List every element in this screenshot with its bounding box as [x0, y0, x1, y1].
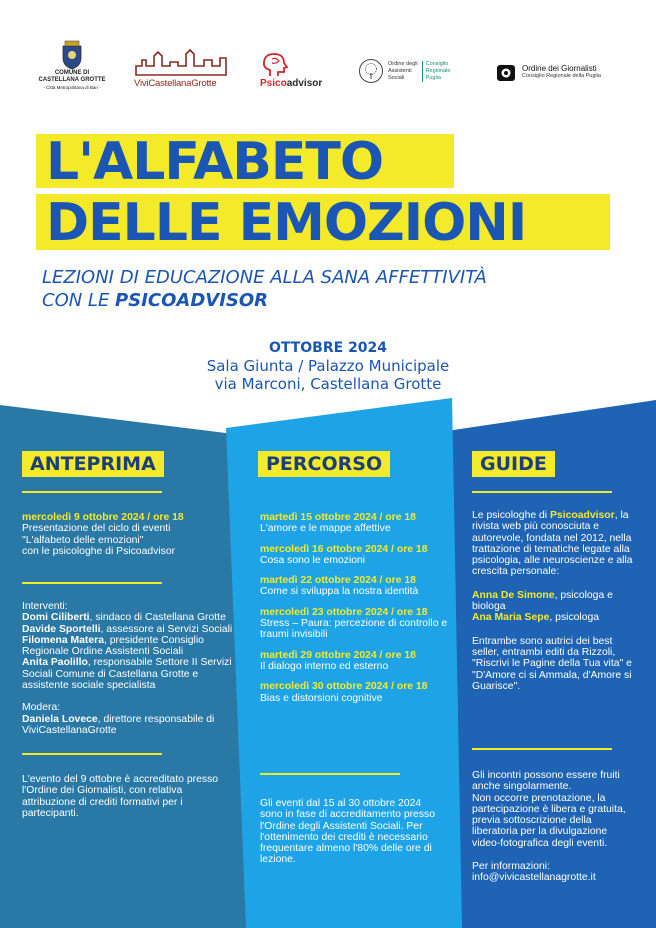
- percorso-topic: Come si sviluppa la nostra identità: [260, 586, 419, 598]
- oas-line2: Assistenti: [388, 67, 412, 74]
- anteprima-column: [22, 452, 230, 476]
- percorso-item: [260, 650, 450, 673]
- anteprima-note: L'evento del 9 ottobre è accreditato presso l'Ordine dei Giornalisti, con relativa attribuzione di crediti formativi per i partecipanti.: [22, 774, 219, 819]
- guide1-role: , psicologa e biologa: [472, 589, 613, 613]
- psico-suffix: advisor: [286, 78, 323, 89]
- speaker-name: Filomena Matera: [22, 634, 104, 646]
- percorso-topic: L'amore e le mappe affettive: [260, 523, 391, 535]
- moderator-role: , direttore responsabile di ViviCastellanaGrotte: [22, 713, 215, 736]
- percorso-rule: [260, 773, 400, 775]
- interventi-block: [22, 601, 234, 736]
- guide-header: GUIDE: [472, 451, 555, 477]
- anteprima-desc1: Presentazione del ciclo di eventi: [22, 523, 171, 535]
- title-line1: L'ALFABETO: [46, 132, 384, 192]
- speaker-role: , sindaco di Castellana Grotte: [89, 612, 226, 624]
- guide-column: [472, 452, 642, 476]
- guide-intro-a: Le psicologhe di: [472, 510, 550, 521]
- oas-line6: Puglia: [425, 74, 441, 81]
- guide1: [472, 590, 638, 613]
- guide2-role: , psicologa: [549, 612, 600, 624]
- speaker-role: , assessore ai Servizi Sociali: [100, 623, 233, 635]
- moderator-label: Modera:: [22, 702, 61, 714]
- comune-line1: COMUNE DI: [54, 70, 90, 76]
- percorso-item: [260, 544, 450, 567]
- percorso-topic: Stress – Paura: percezione di controllo e traumi invisibili: [260, 618, 448, 641]
- interventi-label: Interventi:: [22, 601, 68, 612]
- percorso-item: [260, 512, 450, 535]
- guide-rule-2: [472, 748, 612, 750]
- vivi-label: ViviCastellanaGrotte: [134, 78, 217, 89]
- percorso-date: mercoledì 16 ottobre 2024 / ore 18: [260, 543, 428, 555]
- percorso-column: [258, 452, 448, 476]
- percorso-date: martedì 15 ottobre 2024 / ore 18: [260, 512, 416, 523]
- comune-line2: CASTELLANA GROTTE: [38, 76, 106, 83]
- psico-prefix: Psico: [260, 78, 287, 89]
- moderator-name: Daniela Lovece: [22, 713, 98, 725]
- anteprima-rule-2: [22, 582, 162, 584]
- anteprima-date: mercoledì 9 ottobre 2024 / ore 18: [22, 512, 184, 523]
- percorso-note: Gli eventi dal 15 al 30 ottobre 2024 sono in fase di accreditamento presso l'Ordine degli Assistenti Sociali. Per l'ottenimento dei crediti è necessario frequentare almeno l'80% delle ore di lezione.: [260, 798, 436, 866]
- percorso-topic: Bias e distorsioni cognitive: [260, 692, 383, 704]
- oas-line5: Regionale: [425, 67, 451, 74]
- guide2: [472, 612, 638, 623]
- speaker-name: Davide Sportelli: [22, 623, 101, 635]
- guide-info1: Gli incontri possono essere fruiti anche singolarmente.: [472, 770, 620, 793]
- guide-info: [472, 770, 634, 884]
- guide-body: [472, 510, 638, 692]
- guide-intro: [472, 510, 638, 578]
- percorso-item: [260, 681, 450, 704]
- moderator-line: [22, 714, 234, 737]
- guide-info2: Non occorre prenotazione, la partecipazione è libera e gratuita, previa sottoscrizione della liberatoria per la divulgazione video-fotografica degli eventi.: [472, 792, 626, 849]
- percorso-date: martedì 29 ottobre 2024 / ore 18: [260, 649, 416, 661]
- anteprima-body: [22, 512, 232, 557]
- anteprima-desc2: "L'alfabeto delle emozioni": [22, 534, 144, 546]
- guide-rule-1: [472, 491, 612, 493]
- percorso-item: [260, 575, 450, 598]
- event-place2: via Marconi, Castellana Grotte: [214, 375, 442, 393]
- contact-email[interactable]: info@vivicastellanagrotte.it: [472, 872, 596, 884]
- speaker-name: Anita Paolillo: [22, 657, 88, 669]
- percorso-date: martedì 22 ottobre 2024 / ore 18: [260, 575, 416, 587]
- speaker-role: , responsabile Settore II Servizi Sociali Comune di Castellana Grotte e assistente sociale specialista: [22, 657, 232, 692]
- oas-line4: Consiglio: [425, 60, 449, 67]
- percorso-topic: Il dialogo interno ed esterno: [260, 660, 389, 672]
- comune-line3: - Città Metropolitana di Bari -: [43, 85, 101, 90]
- title-line2: DELLE EMOZIONI: [46, 193, 527, 253]
- subtitle-brand: PSICOADVISOR: [115, 290, 269, 311]
- speakers-list: [22, 612, 234, 691]
- percorso-item: [260, 607, 450, 641]
- anteprima-header: ANTEPRIMA: [22, 451, 164, 477]
- oas-line3: Sociali: [388, 74, 405, 81]
- guide-intro-b: , la rivista web più conosciuta e autorevole, fondata nel 2012, nella trattazione di tematiche legate alla psicologia, alle neuroscienze e alla crescita personale:: [472, 510, 633, 578]
- percorso-date: mercoledì 30 ottobre 2024 / ore 18: [260, 681, 428, 693]
- anteprima-desc3: con le psicologhe di Psicoadvisor: [22, 545, 176, 557]
- speaker-role: , presidente Consiglio Regionale Ordine Assistenti Sociali: [22, 634, 204, 658]
- speaker-item: [22, 612, 234, 623]
- anteprima-rule-3: [22, 753, 162, 755]
- speaker-item: [22, 624, 234, 635]
- odg-line1: Ordine dei Giornalisti: [522, 64, 597, 73]
- subtitle-prefix: CON LE: [42, 290, 116, 311]
- guide2-name: Ana Maria Sepe: [472, 612, 550, 624]
- event-month: OTTOBRE 2024: [268, 340, 388, 356]
- speaker-name: Domi Ciliberti: [22, 612, 90, 624]
- speaker-item: [22, 657, 234, 691]
- percorso-list: [260, 512, 450, 713]
- oas-line1: Ordine degli: [388, 60, 418, 67]
- guide-intro-brand: Psicoadvisor: [550, 510, 615, 521]
- percorso-date: mercoledì 23 ottobre 2024 / ore 18: [260, 606, 428, 618]
- percorso-topic: Cosa sono le emozioni: [260, 554, 366, 566]
- odg-line2: Consiglio Regionale della Puglia: [522, 73, 601, 79]
- anteprima-rule-1: [22, 491, 162, 493]
- guide-books: Entrambe sono autrici dei best seller, entrambi editi da Rizzoli, "Riscrivi le Pagine della Tua vita" e "D'Amore ci si Ammala, d'Amore si Guarisce".: [472, 635, 632, 692]
- subtitle-line1: LEZIONI DI EDUCAZIONE ALLA SANA AFFETTIVITÀ: [42, 267, 487, 288]
- event-place1: Sala Giunta / Palazzo Municipale: [206, 357, 450, 375]
- guide1-name: Anna De Simone: [472, 589, 555, 601]
- percorso-header: PERCORSO: [258, 451, 390, 477]
- contact-label: Per informazioni:: [472, 861, 550, 873]
- speaker-item: [22, 635, 234, 658]
